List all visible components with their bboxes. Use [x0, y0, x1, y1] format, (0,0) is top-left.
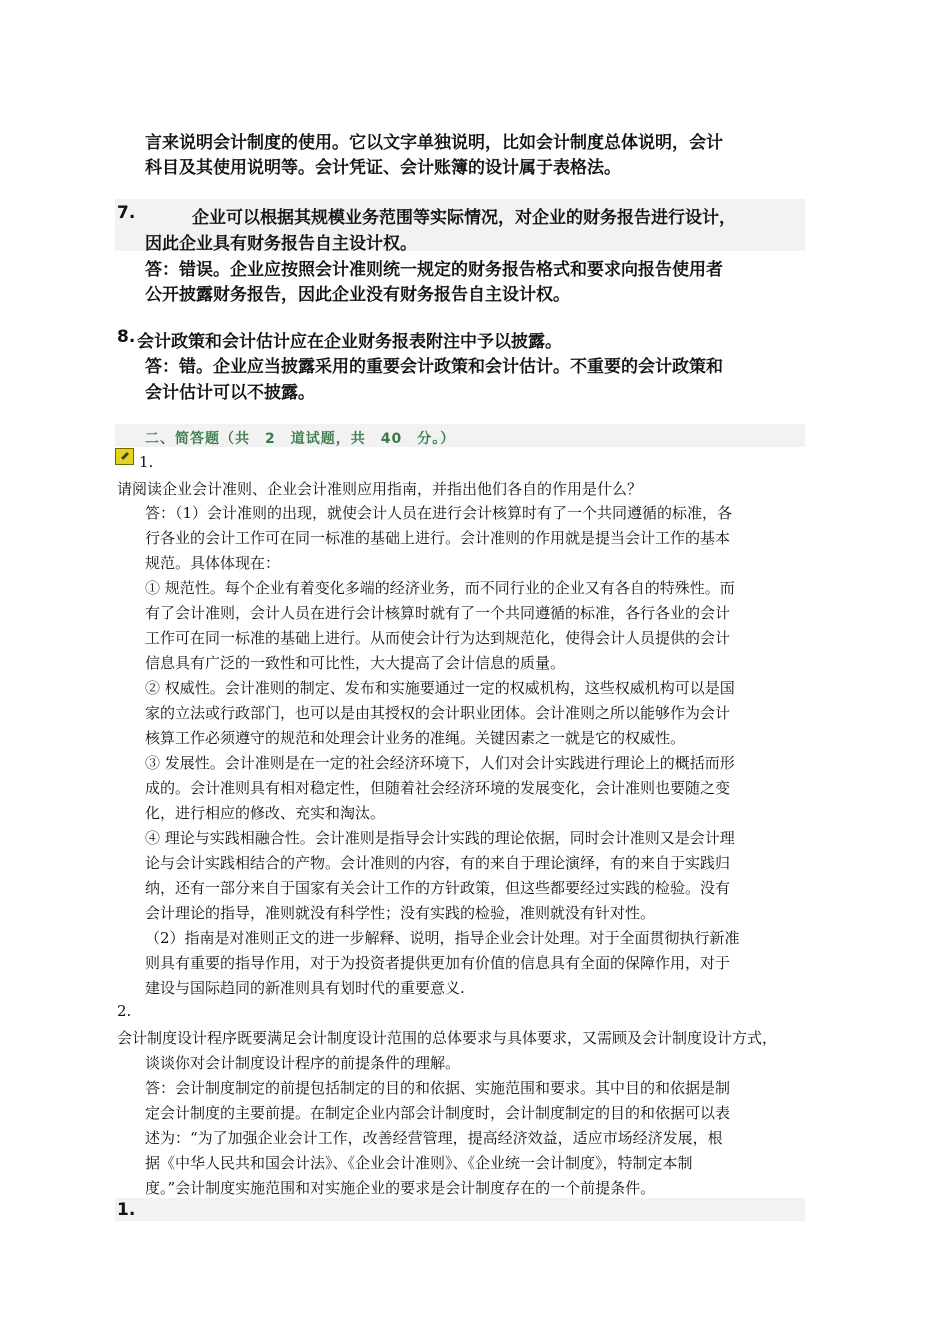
answer-line: 述为：“为了加强企业会计工作，改善经营管理，提高经济效益，适应市场经济发展，根 [145, 1129, 723, 1147]
question-8-text: 会计政策和会计估计应在企业财务报表附注中予以披露。 [137, 332, 562, 352]
answer-line: （2）指南是对准则正文的进一步解释、说明，指导企业会计处理。对于全面贯彻执行新准 [145, 929, 740, 947]
answer-line: ④ 理论与实践相融合性。会计准则是指导会计实践的理论依据，同时会计准则又是会计理 [145, 829, 735, 847]
answer-line: ③ 发展性。会计准则是在一定的社会经济环境下，人们对会计实践进行理论上的概括而形 [145, 754, 735, 772]
question-7-line: 企业可以根据其规模业务范围等实际情况，对企业的财务报告进行设计， [192, 208, 736, 228]
answer-7-line: 答：错误。企业应按照会计准则统一规定的财务报告格式和要求向报告使用者 [145, 260, 723, 280]
answer-line: ② 权威性。会计准则的制定、发布和实施要通过一定的权威机构，这些权威机构可以是国 [145, 679, 735, 697]
answer-line: 有了会计准则，会计人员在进行会计核算时就有了一个共同遵循的标准，各行各业的会计 [145, 604, 731, 622]
answer-line: 则具有重要的指导作用，对于为投资者提供更加有价值的信息具有全面的保障作用，对于 [145, 954, 731, 972]
answer-line: 家的立法或行政部门，也可以是由其授权的会计职业团体。会计准则之所以能够作为会计 [145, 704, 731, 722]
paragraph-line: 科目及其使用说明等。会计凭证、会计账簿的设计属于表格法。 [145, 158, 621, 178]
question-2-text: 谈谈你对会计制度设计程序的前提条件的理解。 [145, 1054, 461, 1072]
answer-line: 成的。会计准则具有相对稳定性，但随着社会经济环境的发展变化，会计准则也要随之变 [145, 779, 731, 797]
answer-line: 工作可在同一标准的基础上进行。从而使会计行为达到规范化，使得会计人员提供的会计 [145, 629, 731, 647]
answer-7-line: 公开披露财务报告，因此企业没有财务报告自主设计权。 [145, 285, 570, 305]
question-8-number: 8. [117, 327, 136, 347]
answer-line: 核算工作必须遵守的规范和处理会计业务的准绳。关键因素之一就是它的权威性。 [145, 729, 686, 747]
next-question-background [115, 1198, 805, 1221]
answer-line: 据《中华人民共和国会计法》、《企业会计准则》、《企业统一会计制度》，特制定本制 [145, 1154, 693, 1172]
section-heading: 二、简答题（共 2 道试题，共 40 分。） [145, 431, 456, 447]
answer-line: 答：会计制度制定的前提包括制定的目的和依据、实施范围和要求。其中目的和依据是制 [145, 1079, 731, 1097]
answer-line: 论与会计实践相结合的产物。会计准则的内容，有的来自于理论演绎，有的来自于实践归 [145, 854, 731, 872]
question-7-line: 因此企业具有财务报告自主设计权。 [145, 234, 417, 254]
answer-8-line: 会计估计可以不披露。 [145, 383, 315, 403]
answer-line: 建设与国际趋同的新准则具有划时代的重要意义. [145, 979, 465, 997]
question-2-number: 2. [117, 1002, 132, 1020]
answer-line: 纳，还有一部分来自于国家有关会计工作的方针政策，但这些都要经过实践的检验。没有 [145, 879, 731, 897]
question-1-number: 1. [139, 453, 154, 471]
answer-line: 答：（1）会计准则的出现，就使会计人员在进行会计核算时有了一个共同遵循的标准，各 [145, 504, 733, 522]
answer-line: 定会计制度的主要前提。在制定企业内部会计制度时，会计制度制定的目的和依据可以表 [145, 1104, 731, 1122]
answer-line: 信息具有广泛的一致性和可比性，大大提高了会计信息的质量。 [145, 654, 566, 672]
answer-line: 度。”会计制度实施范围和对实施企业的要求是会计制度存在的一个前提条件。 [145, 1179, 656, 1197]
answer-8-line: 答：错。企业应当披露采用的重要会计政策和会计估计。不重要的会计政策和 [145, 357, 723, 377]
question-1-text: 请阅读企业会计准则、企业会计准则应用指南，并指出他们各自的作用是什么？ [117, 480, 643, 498]
question-2-text: 会计制度设计程序既要满足会计制度设计范围的总体要求与具体要求，又需顾及会计制度设计方式， [117, 1029, 778, 1047]
paragraph-line: 言来说明会计制度的使用。它以文字单独说明，比如会计制度总体说明，会计 [145, 133, 723, 153]
answer-line: 行各业的会计工作可在同一标准的基础上进行。会计准则的作用就是提当会计工作的基本 [145, 529, 731, 547]
question-7-number: 7. [117, 203, 136, 223]
answer-line: 规范。具体体现在： [145, 554, 281, 572]
answer-line: ① 规范性。每个企业有着变化多端的经济业务，而不同行业的企业又有各自的特殊性。而 [145, 579, 735, 597]
answer-line: 会计理论的指导，准则就没有科学性；没有实践的检验，准则就没有针对性。 [145, 904, 656, 922]
next-question-number: 1. [117, 1200, 136, 1220]
answer-line: 化，进行相应的修改、充实和淘汰。 [145, 804, 386, 822]
pencil-icon [115, 448, 134, 465]
